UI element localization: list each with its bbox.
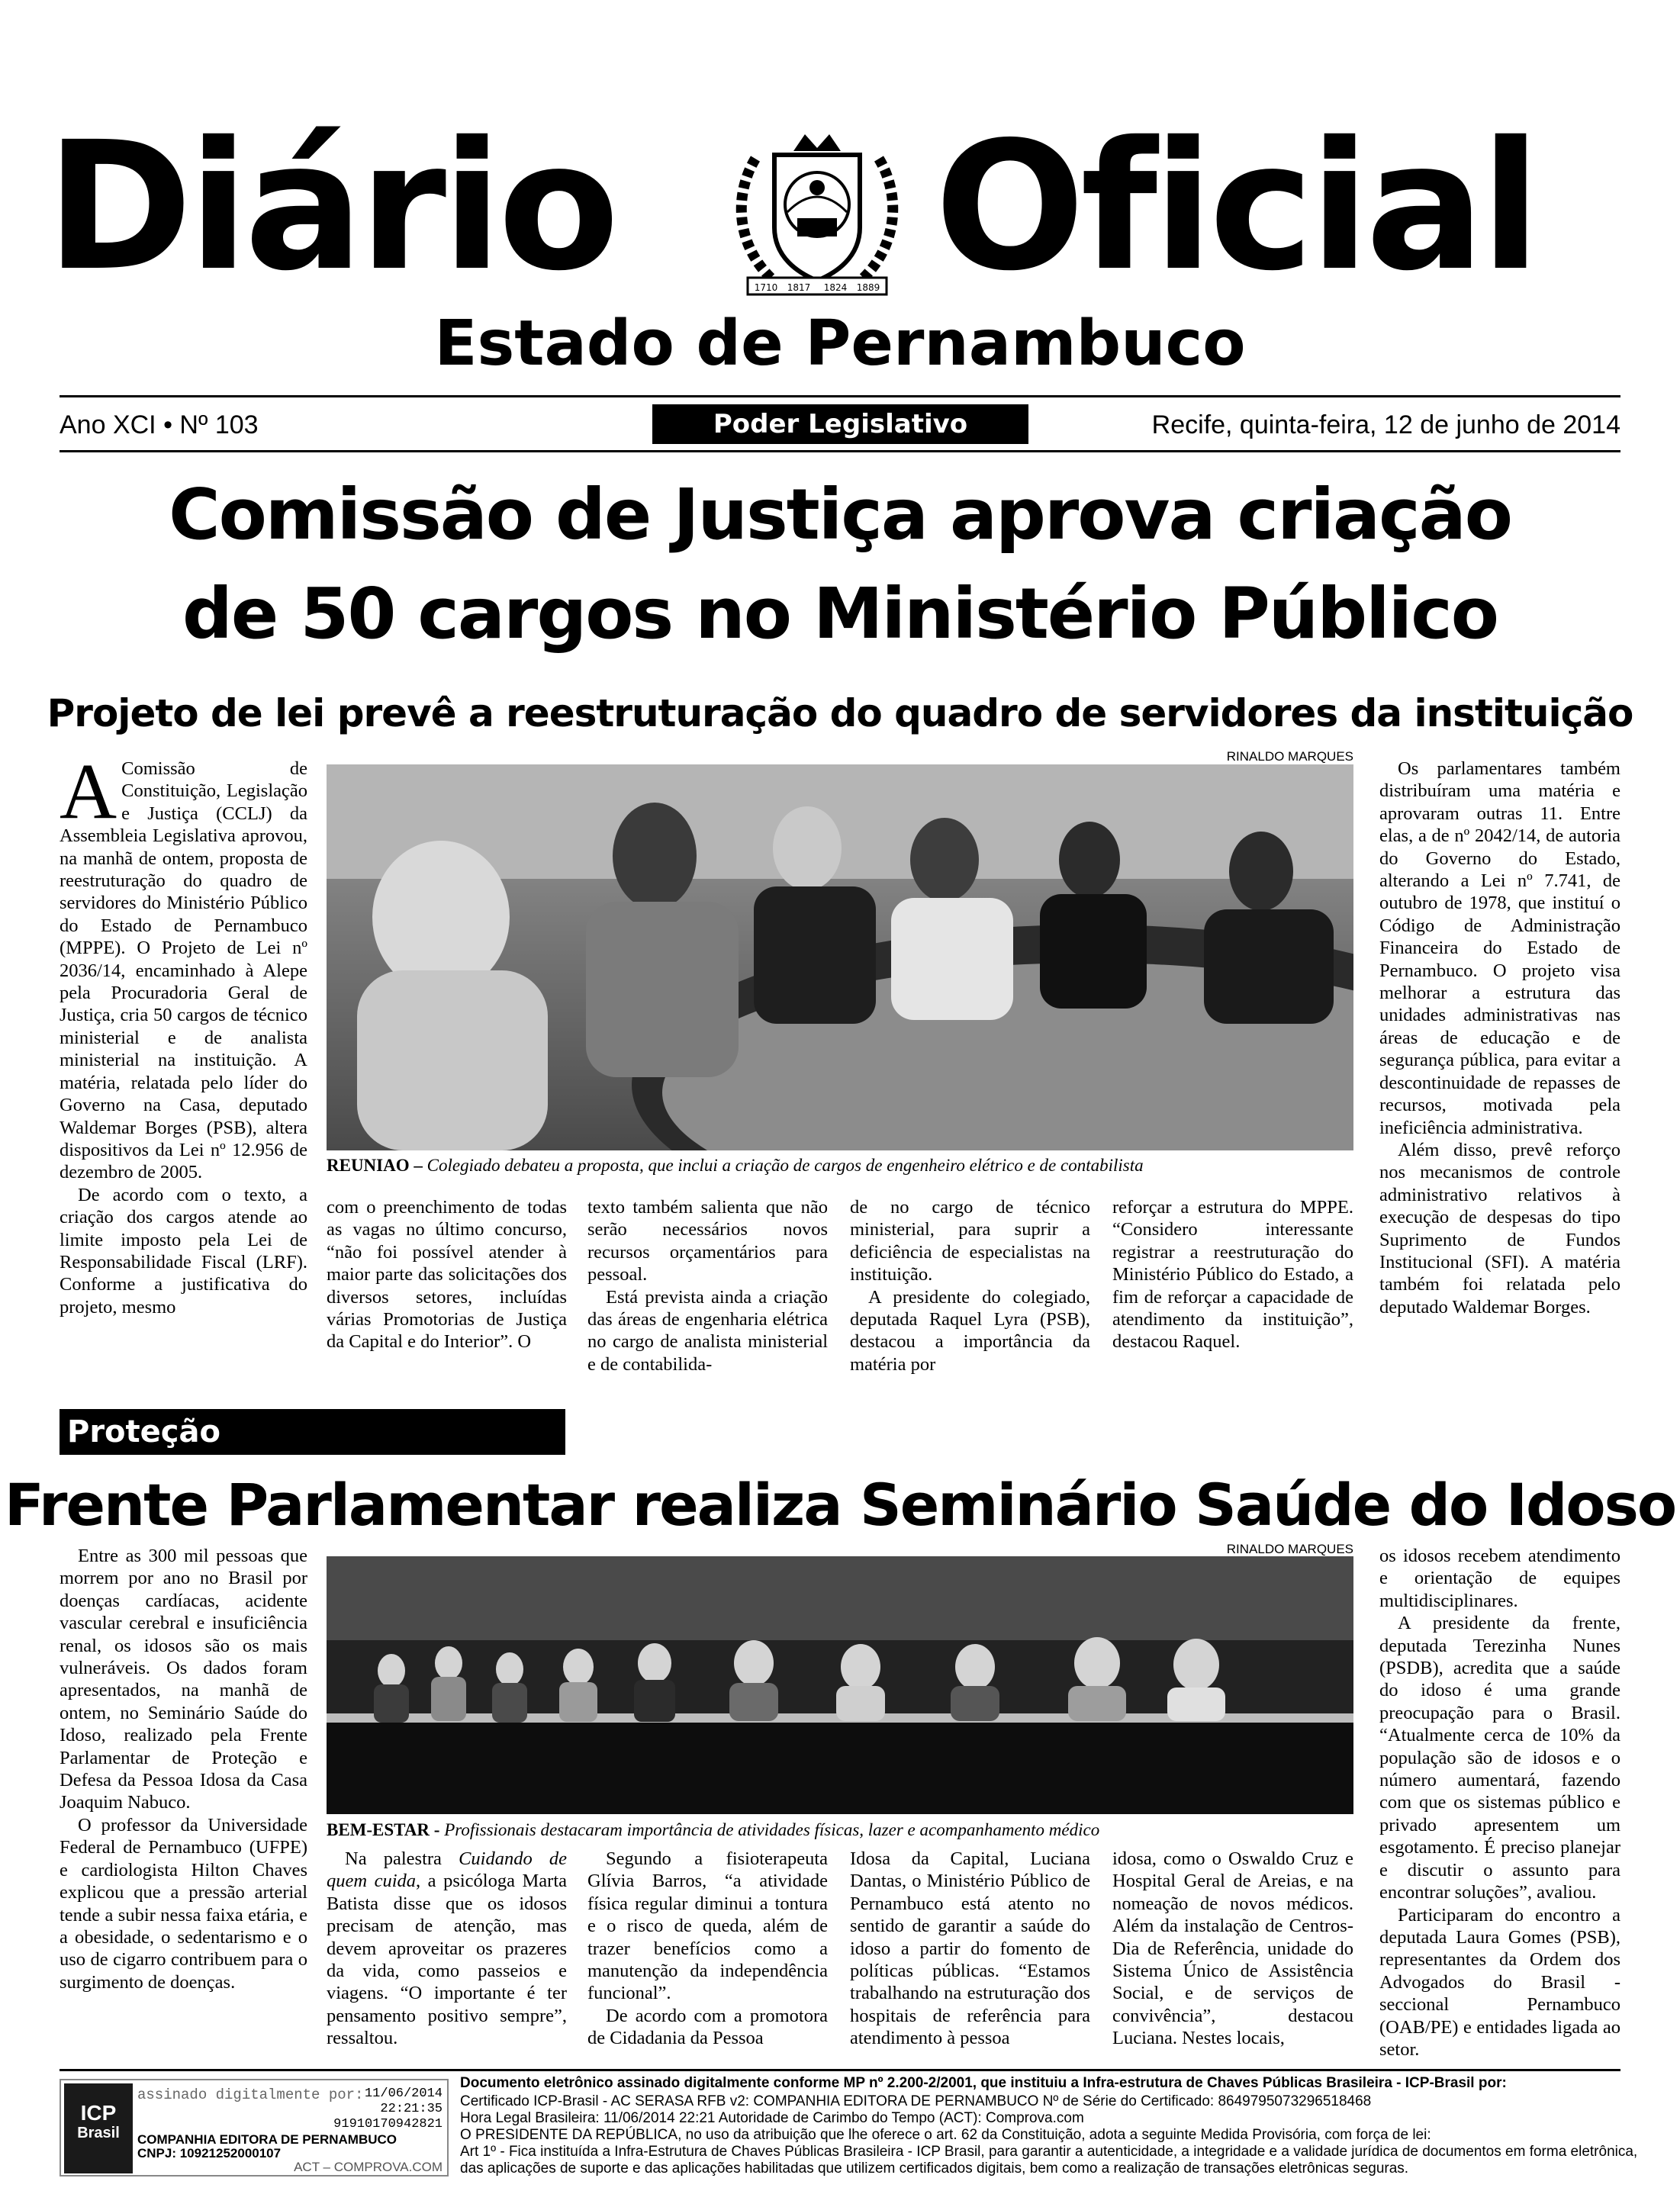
article2-photo-seminar: [327, 1556, 1353, 1814]
article1-column-1: [60, 748, 307, 1318]
article2-col1-para-2: O professor da Universidade Federal de Pernambuco (UFPE) e cardiologista Hilton Chaves explicou que a pressão arterial tende a subir nessa faixa etária, e a obesidade, o sedentarismo e o uso de cigarro contribuem para o surgimento de doenças.: [60, 1814, 307, 1993]
article1-col1-para-1: A Comissão de Constituição, Legislação e Justiça (CCLJ) da Assembleia Legislativa aprovou, na manhã de ontem, proposta de reestruturação do quadro de servidores do Ministério Público do Estado de Pernambuco (MPPE). O Projeto de Lei nº 2036/14, encaminhado à Alepe pela Procuradoria Geral de Justiça, cria 50 cargos de técnico ministerial e de analista ministerial na instituição. A matéria, relatada pelo líder do Governo na Casa, deputado Waldemar Borges (PSB), altera dispositivos da Lei nº 12.956 de dezembro de 2005.: [60, 748, 307, 1183]
seal-year-1: 1710: [754, 282, 778, 293]
article2-col4-para-1: Idosa da Capital, Luciana Dantas, o Ministério Público de Pernambuco está atento no sentido de garantir a saúde do idoso a partir do fomento de políticas públicas. “Estamos trabalhando na estruturação dos hospitais de referência para atendimento à pessoa: [850, 1848, 1090, 2049]
article1-col2-para-1: com o preenchimento de todas as vagas no último concurso, “não foi possível atender à maior parte das solicitações dos diversos setores, incluídas várias Promotorias de Justiça da Capital e do Interior”. O: [327, 1197, 567, 1353]
article1-photo-credit: RINALDO MARQUES: [1226, 749, 1353, 764]
footer-doc-line-6: das aplicações de suporte e das aplicações habilitadas que utilizem certificados digitais, bem como a realização de transações eletrônicas seguras.: [460, 2160, 1409, 2177]
act-comprova: ACT – COMPROVA.COM: [294, 2160, 443, 2174]
edition-date: Recife, quinta-feira, 12 de junho de 2014: [1151, 410, 1620, 439]
section-banner-protecao: Proteção: [60, 1409, 565, 1455]
signed-serial: 91910170942821: [333, 2117, 443, 2131]
article1-col1-para-2: De acordo com o texto, a criação dos cargos atende ao limite imposto pela Lei de Responsabilidade Fiscal (LRF). Conforme a justificativa do projeto, mesmo: [60, 1184, 307, 1317]
article2-col6-para-2: A presidente da frente, deputada Terezinha Nunes (PSDB), acredita que a saúde do idoso é uma grande preocupação para o Brasil. “Atualmente cerca de 10% da população são de idosos e o número aumentará, fazendo com que os sistemas público e privado apresentem um esgotamento. É preciso planejar e discutir o assunto para encontrar soluções”, avaliou.: [1379, 1613, 1620, 1903]
article2-column-2: [327, 1848, 567, 2050]
article2-col6-para-1: os idosos recebem atendimento e orientação de equipes multidisciplinares.: [1379, 1546, 1620, 1611]
article2-column-4: [850, 1848, 1090, 2050]
article1-col4-para-1: de no cargo de técnico ministerial, para suprir a deficiência de especialistas na instituição.: [850, 1197, 1090, 1285]
state-coat-of-arms-icon: [732, 128, 902, 304]
section-banner-poder-legislativo: Poder Legislativo: [652, 404, 1028, 444]
footer-doc-line-4: O PRESIDENTE DA REPÚBLICA, no uso da atribuição que lhe oferece o art. 62 da Constituição, adota a seguinte Medida Provisória, com força de lei:: [460, 2127, 1431, 2143]
seal-year-2: 1817: [787, 282, 811, 293]
article1-headline-line2: de 50 cargos no Ministério Público: [182, 573, 1498, 655]
article1-col6-para-1: Os parlamentares também distribuíram uma matéria e aprovaram outras 11. Entre elas, a de nº 2042/14, de autoria do Governo do Estado, alterando a Lei nº 7.741, de outubro de 1978, que instituí o Código de Administração Financeira do Estado de Pernambuco. O projeto visa melhorar a estrutura das unidades administrativas nas áreas de educação e de segurança pública, para evitar a descontinuidade de repasses de recursos, motivada pela ineficiência administrativa.: [1379, 758, 1620, 1138]
article1-photo-caption: REUNIAO – Colegiado debateu a proposta, que inclui a criação de cargos de engenheiro elétrico e de contabilista: [327, 1156, 1144, 1175]
article1-col6-para-2: Além disso, prevê reforço nos mecanismos de controle administrativo relativos à execução de despesas do tipo Suprimento de Fundos Institucional (SFI). A matéria também foi relatada pelo deputado Waldemar Borges.: [1379, 1139, 1620, 1317]
article2-headline: Frente Parlamentar realiza Seminário Saúde do Idoso: [4, 1471, 1676, 1539]
article2-col3-para-2: De acordo com a promotora de Cidadania da Pessoa: [587, 2005, 828, 2049]
article1-col5-para-1: reforçar a estrutura do MPPE. “Considero interessante registrar a reestruturação do Ministério Público do Estado, a fim de reforçar a capacidade de atendimento da instituição”, destacou Raquel.: [1112, 1197, 1353, 1353]
article2-photo-caption: BEM-ESTAR - Profissionais destacaram importância de atividades físicas, lazer e acompanhamento médico: [327, 1820, 1100, 1839]
footer-doc-line-5: Art 1º - Fica instituída a Infra-Estrutura de Chaves Públicas Brasileira - ICP Brasil, para garantir a autenticidade, a integridade e a validade jurídica de documentos em forma eletrônica,: [460, 2144, 1638, 2160]
article2-col3-para-1: Segundo a fisioterapeuta Glívia Barros, “a atividade física regular diminui a tontura e o risco de queda, além de trazer benefícios como a manutenção da independência funcional”.: [587, 1848, 828, 2004]
info-bar-rule: [60, 450, 1620, 452]
footer-rule: [60, 2069, 1620, 2071]
article1-headline-line1: Comissão de Justiça aprova criação: [169, 474, 1511, 555]
icp-brasil-logo: ICP Brasil: [64, 2083, 133, 2173]
seal-year-3: 1824: [823, 282, 848, 293]
masthead-title-left: Diário: [46, 104, 615, 310]
article2-col1-para-1: Entre as 300 mil pessoas que morrem por ano no Brasil por doenças cardíacas, acidente vascular cerebral e insuficiência renal, os idosos são os mais vulneráveis. Os dados foram apresentados, na manhã de ontem, no Seminário Saúde do Idoso, realizado pela Frente Parlamentar de Proteção e Defesa da Pessoa Idosa da Casa Joaquim Nabuco.: [60, 1546, 307, 1813]
signed-date: 11/06/2014: [364, 2086, 443, 2101]
article1-column-5: [1112, 1196, 1353, 1353]
footer-doc-line-2: Certificado ICP-Brasil - AC SERASA RFB v2: COMPANHIA EDITORA DE PERNAMBUCO Nº de Série do Certificado: 8649795073296518468: [460, 2093, 1372, 2109]
article2-column-3: [587, 1848, 828, 2050]
signed-by-label: assinado digitalmente por:: [137, 2086, 364, 2103]
edition-number: Ano XCI • Nº 103: [60, 410, 259, 439]
masthead-rule: [60, 395, 1620, 397]
article2-col2-para-1: Na palestra Cuidando de quem cuida, a psicóloga Marta Batista disse que os idosos precisam de atenção, mas devem aproveitar os prazeres da vida, como passeios e viagens. “O importante é ter pensamento positivo sempre”, ressaltou.: [327, 1848, 567, 2049]
article1-column-4: [850, 1196, 1090, 1375]
article1-photo-meeting: [327, 764, 1353, 1150]
seal-year-4: 1889: [856, 282, 880, 293]
footer-doc-line-1: Documento eletrônico assinado digitalmente conforme MP nº 2.200-2/2001, que instituiu a Infra-estrutura de Chaves Públicas Brasileira - ICP-Brasil por:: [460, 2075, 1507, 2091]
article1-col3-para-1: texto também salienta que não serão necessários novos recursos orçamentários para pessoal.: [587, 1197, 828, 1285]
signed-time: 22:21:35: [380, 2102, 443, 2116]
signer-company: COMPANHIA EDITORA DE PERNAMBUCO: [137, 2132, 397, 2147]
drop-cap: A: [60, 748, 117, 835]
article1-col3-para-2: Está prevista ainda a criação das áreas de engenharia elétrica no cargo de analista ministerial e de contabilida-: [587, 1286, 828, 1375]
article1-column-2: [327, 1196, 567, 1353]
signer-cnpj: CNPJ: 10921252000107: [137, 2146, 282, 2160]
digital-signature-stamp: [60, 2079, 449, 2177]
masthead-subtitle: Estado de Pernambuco: [434, 307, 1246, 380]
article2-column-6: [1379, 1545, 1620, 2061]
article1-column-3: [587, 1196, 828, 1375]
article2-photo-credit: RINALDO MARQUES: [1226, 1542, 1353, 1556]
article1-deck: Projeto de lei prevê a reestruturação do quadro de servidores da instituição: [47, 691, 1633, 735]
article1-column-6: [1379, 758, 1620, 1318]
article1-col4-para-2: A presidente do colegiado, deputada Raquel Lyra (PSB), destacou a importância da matéria por: [850, 1286, 1090, 1375]
article2-col6-para-3: Participaram do encontro a deputada Laura Gomes (PSB), representantes da Ordem dos Advogados do Brasil - seccional Pernambuco (OAB/PE) e entidades ligada ao setor.: [1379, 1904, 1620, 2060]
masthead-title-right: Oficial: [935, 104, 1537, 310]
article2-column-1: [60, 1545, 307, 1993]
footer-doc-line-3: Hora Legal Brasileira: 11/06/2014 22:21 Autoridade de Carimbo do Tempo (ACT): Comprova.com: [460, 2110, 1084, 2126]
article2-col5-para-1: idosa, como o Oswaldo Cruz e Hospital Geral de Areias, e na nomeação de novos médicos. Além da instalação de Centros-Dia de Referência, unidade do Sistema Único de Assistência Social, e de serviços de convivência”, destacou Luciana. Nestes locais,: [1112, 1848, 1353, 2049]
article2-column-5: [1112, 1848, 1353, 2050]
